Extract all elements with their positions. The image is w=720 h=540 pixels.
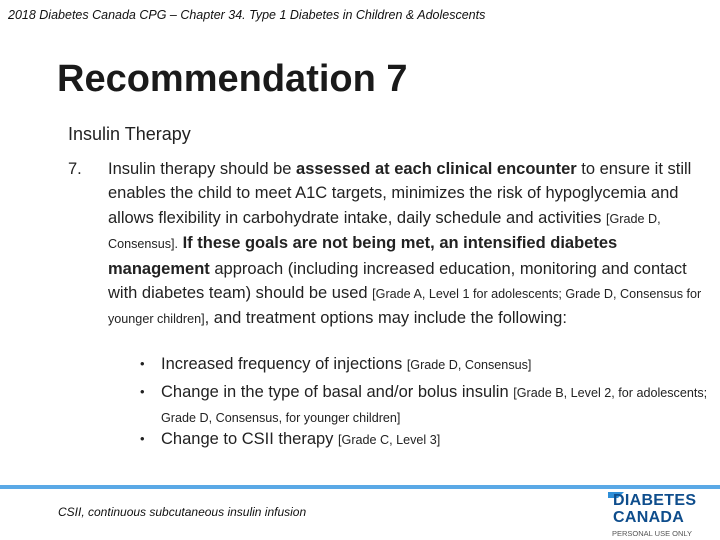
grade-citation: [Grade B, Level 2, for adolescents; Grade D, Consensus, for younger children] bbox=[161, 386, 708, 426]
recommendation-number: 7. bbox=[68, 160, 82, 178]
grade-citation: [Grade D, Consensus] bbox=[406, 358, 532, 372]
logo-line-1: DIABETES bbox=[613, 492, 697, 509]
footer-divider bbox=[0, 485, 720, 489]
grade-citation: [Grade A, Level 1 for adolescents; Grade D, Consensus for younger children] bbox=[108, 287, 702, 327]
footnote: CSII, continuous subcutaneous insulin infusion bbox=[58, 505, 307, 519]
rec-text-part: , and treatment options may include the following: bbox=[204, 309, 567, 328]
rec-bold-part: If these goals are not being met, an intensified diabetes management bbox=[108, 234, 618, 278]
bullet-text: Change to CSII therapy bbox=[161, 430, 339, 448]
bullet-text: Change in the type of basal and/or bolus insulin bbox=[161, 383, 514, 401]
rec-text-part: approach (including increased education, monitoring and contact with diabetes team) should be used bbox=[108, 259, 687, 303]
bullet-icon: • bbox=[140, 384, 145, 399]
document-header: 2018 Diabetes Canada CPG – Chapter 34. Type 1 Diabetes in Children & Adolescents bbox=[8, 8, 486, 22]
bullet-icon: • bbox=[140, 431, 145, 446]
rec-text-part: to ensure it still enables the child to meet A1C targets, minimizes the risk of hypoglycemia and allows flexibility in carbohydrate intake, daily schedule and activities bbox=[108, 160, 692, 227]
page-title: Recommendation 7 bbox=[57, 58, 408, 100]
grade-citation: [Grade C, Level 3] bbox=[338, 433, 441, 447]
rec-bold-part: assessed at each clinical encounter bbox=[296, 160, 577, 178]
recommendation-text bbox=[108, 157, 708, 332]
logo-line-2: CANADA bbox=[613, 509, 685, 526]
grade-citation: [Grade D, Consensus]. bbox=[108, 211, 661, 252]
rec-text-part: Insulin therapy should be bbox=[108, 160, 297, 178]
bullet-icon: • bbox=[140, 356, 145, 371]
diabetes-canada-logo bbox=[606, 490, 704, 530]
personal-use-label: PERSONAL USE ONLY bbox=[612, 529, 693, 538]
section-subtitle: Insulin Therapy bbox=[68, 124, 191, 144]
bullet-text: Increased frequency of injections bbox=[161, 355, 407, 373]
